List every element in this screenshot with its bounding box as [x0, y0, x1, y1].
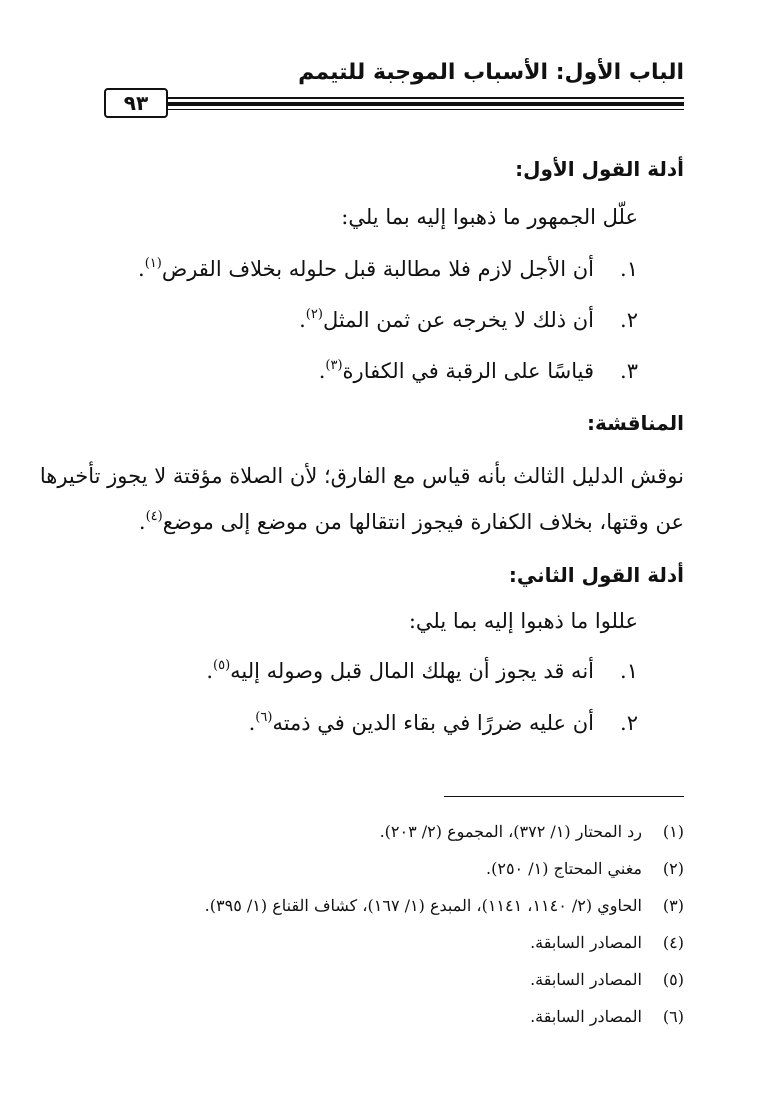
running-title: الباب الأول: الأسباب الموجبة للتيمم	[298, 60, 684, 85]
punctuation: .	[318, 359, 326, 383]
footnote	[530, 1005, 684, 1029]
list-item-text: قياسًا على الرقبة في الكفارة	[342, 359, 594, 383]
footnote-text: رد المحتار (١/ ٣٧٢)، المجموع (٢/ ٢٠٣).	[379, 822, 642, 841]
list-item-text: أن ذلك لا يخرجه عن ثمن المثل	[322, 308, 594, 332]
footnote-reference: (٥)	[213, 658, 231, 673]
punctuation: .	[248, 711, 256, 735]
footnote-reference: (٣)	[325, 358, 343, 373]
list-item-number: ١.	[620, 659, 638, 683]
punctuation: .	[138, 510, 146, 534]
footnote-number: (٢)	[662, 859, 684, 878]
footnote-number: (٤)	[662, 933, 684, 952]
footnote-reference: (٦)	[255, 710, 273, 725]
section-heading-discussion: المناقشة:	[586, 411, 684, 435]
punctuation: .	[206, 659, 214, 683]
list-item	[319, 356, 638, 386]
section-intro: علّل الجمهور ما ذهبوا إليه بما يلي:	[341, 205, 638, 229]
header-rule	[166, 97, 684, 99]
footnote-number: (٥)	[662, 970, 684, 989]
list-item	[299, 305, 638, 335]
footnote	[530, 931, 684, 955]
footnote-number: (٣)	[662, 896, 684, 915]
footnote-text: المصادر السابقة.	[530, 1007, 642, 1026]
list-item-text: أنه قد يجوز أن يهلك المال قبل وصوله إليه	[230, 659, 594, 683]
page-number: ٩٣	[104, 88, 168, 118]
list-item	[249, 708, 638, 738]
paragraph-line: نوقش الدليل الثالث بأنه قياس مع الفارق؛ لأن الصلاة مؤقتة لا يجوز تأخيرها	[39, 464, 684, 488]
footnote-text: المصادر السابقة.	[530, 970, 642, 989]
header-rule	[166, 109, 684, 110]
footnote-number: (١)	[662, 822, 684, 841]
footnote	[205, 894, 684, 918]
header-rule	[166, 102, 684, 106]
footnote-reference: (٤)	[145, 509, 163, 524]
punctuation: .	[138, 257, 145, 281]
footnote-number: (٦)	[662, 1007, 684, 1026]
section-heading-first-opinion: أدلة القول الأول:	[515, 157, 684, 181]
footnote	[380, 820, 684, 844]
footnote-separator	[444, 796, 684, 797]
footnote-text: مغني المحتاج (١/ ٢٥٠).	[486, 859, 642, 878]
list-item	[138, 254, 638, 284]
paragraph-line	[139, 507, 684, 537]
paragraph-text: عن وقتها، بخلاف الكفارة فيجوز انتقالها من موضع إلى موضع	[162, 510, 684, 534]
footnote-reference: (١)	[144, 256, 162, 271]
footnote-text: المصادر السابقة.	[530, 933, 642, 952]
list-item-number: ٢.	[620, 711, 638, 735]
list-item-text: أن الأجل لازم فلا مطالبة قبل حلوله بخلاف القرض	[161, 257, 594, 281]
list-item-number: ١.	[620, 257, 638, 281]
section-intro: عللوا ما ذهبوا إليه بما يلي:	[408, 609, 638, 633]
list-item	[206, 656, 638, 686]
footnote-reference: (٢)	[305, 307, 323, 322]
footnote	[530, 968, 684, 992]
footnote-text: الحاوي (٢/ ١١٤٠، ١١٤١)، المبدع (١/ ١٦٧)، كشاف القناع (١/ ٣٩٥).	[204, 896, 642, 915]
list-item-number: ٢.	[620, 308, 638, 332]
list-item-number: ٣.	[620, 359, 638, 383]
footnote	[486, 857, 684, 881]
section-heading-second-opinion: أدلة القول الثاني:	[508, 563, 684, 587]
list-item-text: أن عليه ضررًا في بقاء الدين في ذمته	[272, 711, 594, 735]
punctuation: .	[299, 308, 306, 332]
